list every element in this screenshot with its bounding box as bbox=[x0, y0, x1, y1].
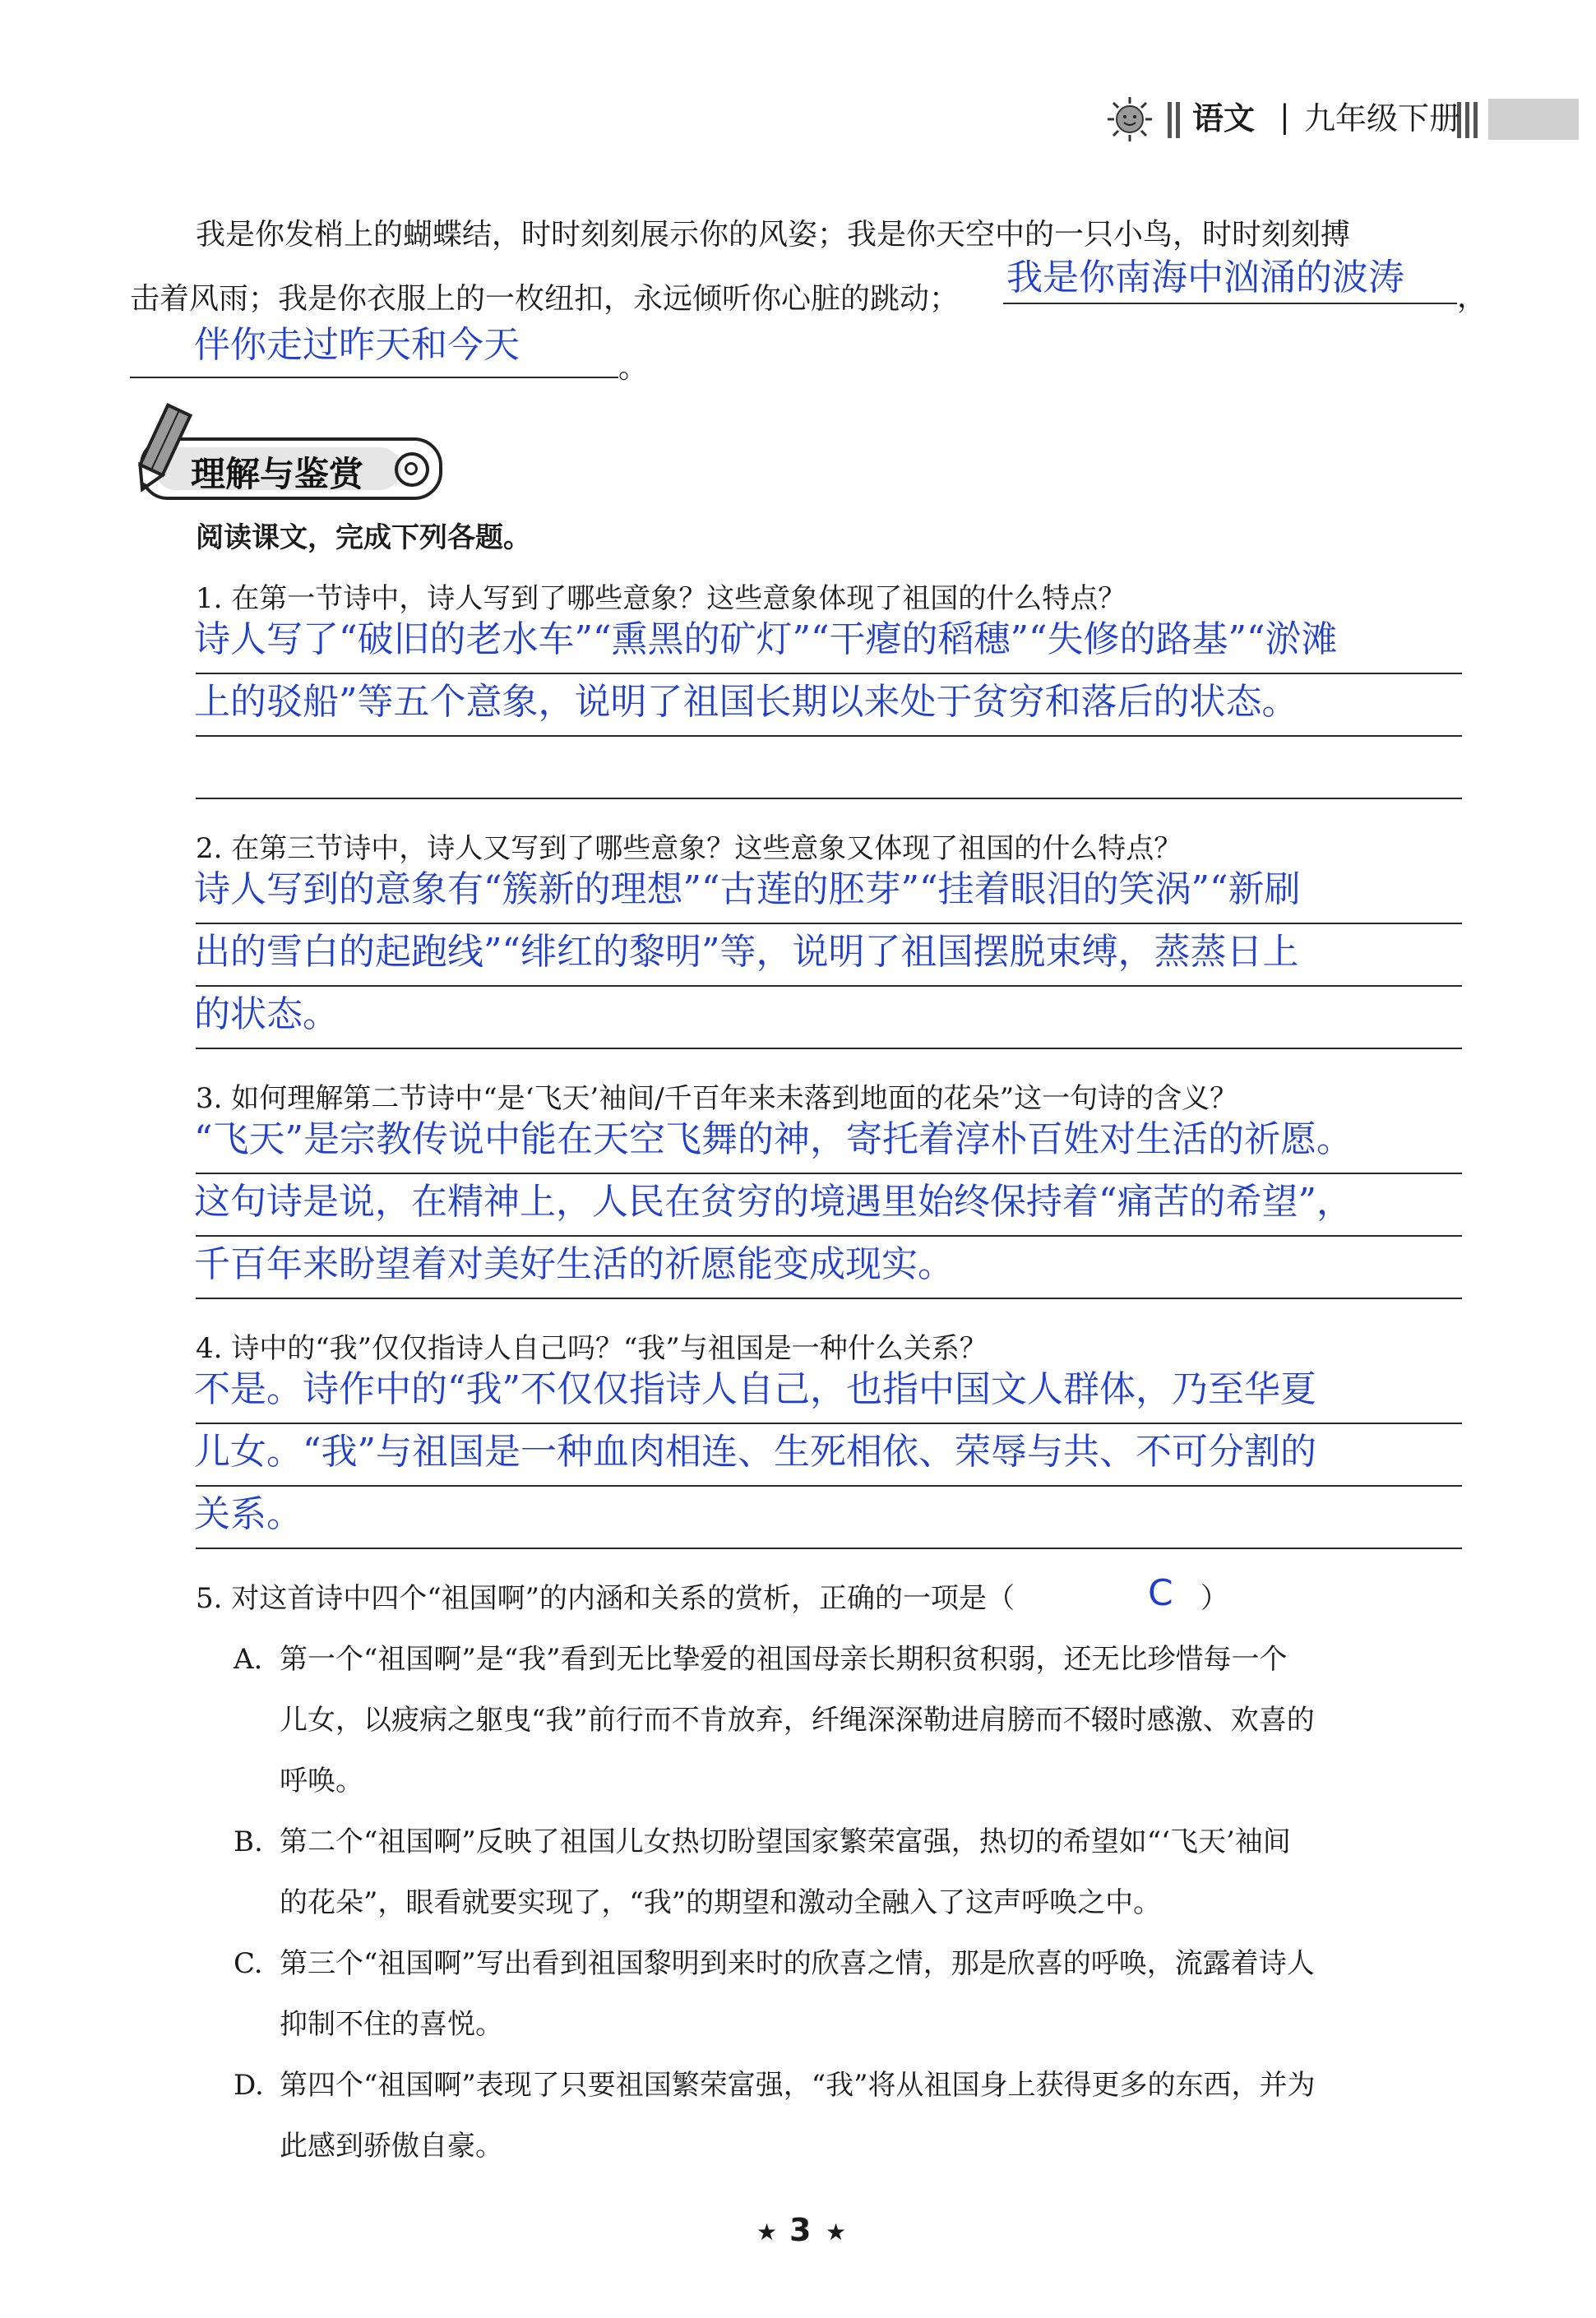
answer-3-line-3: 千百年来盼望着对美好生活的祈愿能变成现实。 bbox=[194, 1243, 954, 1285]
answer-1-rule-3 bbox=[196, 798, 1462, 799]
option-c-label: C. bbox=[234, 1947, 263, 1980]
section-instruction: 阅读课文，完成下列各题。 bbox=[196, 521, 531, 554]
header-stripes-left bbox=[1168, 102, 1184, 138]
question-4: 4. 诗中的“我”仅仅指诗人自己吗？“我”与祖国是一种什么关系？ bbox=[196, 1332, 988, 1365]
intro-answer-underline-1 bbox=[1003, 303, 1457, 304]
question-5-answer: C bbox=[1148, 1572, 1173, 1614]
answer-4-rule-1 bbox=[196, 1423, 1462, 1424]
footer-star-right: ★ bbox=[826, 2219, 847, 2246]
answer-3-rule-1 bbox=[196, 1173, 1462, 1174]
answer-1-rule-1 bbox=[196, 673, 1462, 674]
sun-icon bbox=[1106, 95, 1154, 143]
answer-2-rule-2 bbox=[196, 985, 1462, 987]
answer-2-line-1: 诗人写到的意象有“簇新的理想”“古莲的胚芽”“挂着眼泪的笑涡”“新刷 bbox=[194, 868, 1301, 910]
intro-comma: ， bbox=[1457, 280, 1487, 314]
ring-icon bbox=[395, 452, 429, 487]
answer-2-rule-3 bbox=[196, 1048, 1462, 1049]
option-d-line-2: 此感到骄傲自豪。 bbox=[280, 2130, 503, 2163]
footer-star-left: ★ bbox=[756, 2219, 778, 2246]
option-a-line-2: 儿女，以疲病之躯曳“我”前行而不肯放弃，纤绳深深勒进肩膀而不辍时感激、欢喜的 bbox=[280, 1704, 1315, 1737]
question-2: 2. 在第三节诗中，诗人又写到了哪些意象？这些意象又体现了祖国的什么特点？ bbox=[196, 832, 1182, 865]
option-c-line-2: 抑制不住的喜悦。 bbox=[280, 2008, 503, 2041]
option-d-label: D. bbox=[234, 2069, 264, 2102]
intro-answer-2: 伴你走过昨天和今天 bbox=[194, 324, 520, 366]
question-3: 3. 如何理解第二节诗中“是‘飞天’袖间/千百年来未落到地面的花朵”这一句诗的含义？ bbox=[196, 1082, 1238, 1115]
answer-3-rule-2 bbox=[196, 1235, 1462, 1237]
answer-1-rule-2 bbox=[196, 735, 1462, 737]
answer-4-rule-2 bbox=[196, 1485, 1462, 1487]
header-grey-bar bbox=[1488, 99, 1579, 140]
answer-4-line-2: 儿女。“我”与祖国是一种血肉相连、生死相依、荣辱与共、不可分割的 bbox=[194, 1431, 1316, 1473]
option-b-label: B. bbox=[234, 1825, 263, 1858]
question-5-close: ） bbox=[1200, 1582, 1228, 1615]
answer-4-line-3: 关系。 bbox=[194, 1493, 303, 1535]
intro-answer-underline-2 bbox=[130, 377, 618, 378]
header-stripes-right bbox=[1457, 102, 1482, 138]
intro-answer-1: 我是你南海中汹涌的波涛 bbox=[1006, 257, 1404, 298]
question-5: 5. 对这首诗中四个“祖国啊”的内涵和关系的赏析，正确的一项是（ bbox=[196, 1582, 1015, 1615]
question-1: 1. 在第一节诗中，诗人写到了哪些意象？这些意象体现了祖国的什么特点？ bbox=[196, 582, 1126, 615]
answer-3-line-2: 这句诗是说，在精神上，人民在贫穷的境遇里始终保持着“痛苦的希望”， bbox=[194, 1181, 1353, 1223]
header-separator: | bbox=[1279, 99, 1290, 135]
answer-2-rule-1 bbox=[196, 923, 1462, 924]
pencil-icon bbox=[123, 401, 197, 500]
header-subject: 语文 bbox=[1192, 100, 1256, 136]
header-grade: 九年级下册 bbox=[1304, 100, 1461, 136]
option-a-label: A. bbox=[234, 1643, 263, 1676]
option-a-line-3: 呼唤。 bbox=[280, 1765, 363, 1797]
option-d-line-1: 第四个“祖国啊”表现了只要祖国繁荣富强，“我”将从祖国身上获得更多的东西，并为 bbox=[280, 2069, 1316, 2102]
section-title: 理解与鉴赏 bbox=[191, 454, 364, 494]
option-b-line-2: 的花朵”，眼看就要实现了，“我”的期望和激动全融入了这声呼唤之中。 bbox=[280, 1886, 1162, 1919]
answer-4-line-1: 不是。诗作中的“我”不仅仅指诗人自己，也指中国文人群体，乃至华夏 bbox=[194, 1368, 1316, 1410]
option-b-line-1: 第二个“祖国啊”反映了祖国儿女热切盼望国家繁荣富强，热切的希望如“‘飞天’袖间 bbox=[280, 1825, 1291, 1858]
answer-2-line-3: 的状态。 bbox=[194, 993, 339, 1035]
option-a-line-1: 第一个“祖国啊”是“我”看到无比挚爱的祖国母亲长期积贫积弱，还无比珍惜每一个 bbox=[280, 1643, 1288, 1676]
answer-1-line-1: 诗人写了“破旧的老水车”“熏黑的矿灯”“干瘪的稻穗”“失修的路基”“淤滩 bbox=[194, 618, 1338, 660]
intro-end-mark: 。 bbox=[618, 351, 649, 385]
answer-1-line-2: 上的驳船”等五个意象，说明了祖国长期以来处于贫穷和落后的状态。 bbox=[194, 681, 1298, 723]
intro-line-1: 我是你发梢上的蝴蝶结，时时刻刻展示你的风姿；我是你天空中的一只小鸟，时时刻刻搏 bbox=[196, 218, 1351, 252]
answer-3-rule-3 bbox=[196, 1298, 1462, 1299]
option-c-line-1: 第三个“祖国啊”写出看到祖国黎明到来时的欣喜之情，那是欣喜的呼唤，流露着诗人 bbox=[280, 1947, 1315, 1980]
intro-line-2: 击着风雨；我是你衣服上的一枚纽扣，永远倾听你心脏的跳动； bbox=[130, 282, 960, 316]
page-number: 3 bbox=[789, 2212, 812, 2248]
answer-4-rule-3 bbox=[196, 1548, 1462, 1549]
answer-3-line-1: “飞天”是宗教传说中能在天空飞舞的神，寄托着淳朴百姓对生活的祈愿。 bbox=[194, 1118, 1353, 1160]
answer-2-line-2: 出的雪白的起跑线”“绯红的黎明”等，说明了祖国摆脱束缚，蒸蒸日上 bbox=[194, 931, 1299, 973]
